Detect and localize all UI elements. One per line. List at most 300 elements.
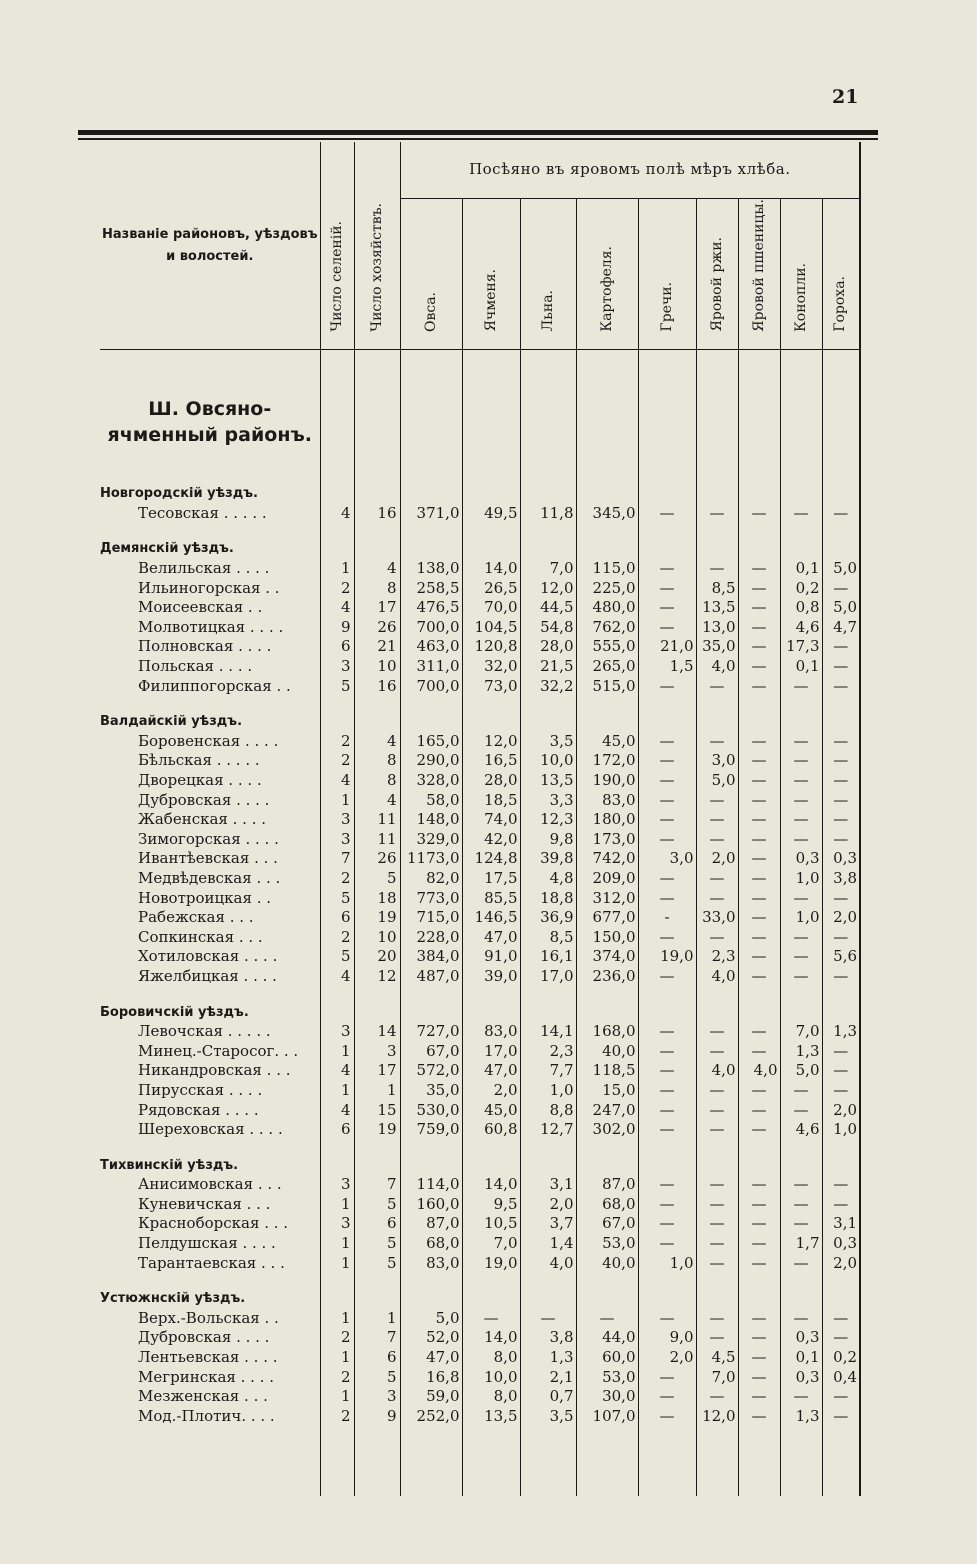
crop-value-cell: — [738,1348,780,1368]
crop-value-cell: 1,0 [638,1254,696,1274]
crop-value-cell: 2,0 [822,1254,860,1274]
crop-value-cell: 1,0 [822,1120,860,1140]
crop-value-cell: — [822,1061,860,1081]
crop-value-cell: — [696,869,738,889]
uezd-header-row [100,478,860,504]
volost-name: Сопкинская . . . [138,927,263,946]
crop-value-cell: — [822,1407,860,1427]
crop-value-cell: 42,0 [462,830,520,850]
crop-value-cell: 47,0 [462,1061,520,1081]
households-cell: 3 [354,1042,400,1062]
crop-value-cell: 742,0 [576,849,638,869]
crop-value-cell: 700,0 [400,618,462,638]
header-crop-hemp: Конопли. [780,199,822,350]
crop-value-cell: 3,1 [520,1175,576,1195]
crop-value-cell: 14,0 [462,559,520,579]
volost-name: Мезженская . . . [138,1387,268,1406]
crop-value-cell: 1173,0 [400,849,462,869]
villages-cell: 1 [320,1081,354,1101]
villages-cell: 3 [320,1214,354,1234]
volost-name: Лентьевская . . . . [138,1348,278,1367]
crop-value-cell: — [780,1387,822,1407]
table-row [100,1328,860,1348]
crop-value-cell: — [738,830,780,850]
volost-name: Анисимовская . . . [138,1175,282,1194]
crop-value-cell: 5,0 [822,598,860,618]
crop-value-cell: — [638,751,696,771]
villages-cell: 9 [320,618,354,638]
crop-value-cell: 87,0 [400,1214,462,1234]
crop-value-cell: — [738,771,780,791]
crop-value-cell: 3,5 [520,1407,576,1427]
households-cell: 5 [354,869,400,889]
crop-value-cell: — [638,1309,696,1329]
crop-value-cell: 68,0 [576,1195,638,1215]
crop-value-cell: 5,6 [822,947,860,967]
crop-value-cell: 0,1 [780,657,822,677]
volost-name: Ильиногорская . . [138,578,280,597]
crop-value-cell: 345,0 [576,504,638,524]
crop-value-cell: — [738,1309,780,1329]
header-crop-barley: Ячменя. [462,199,520,350]
volost-name: Новотроицкая . . [138,888,272,907]
crop-value-cell: 2,0 [520,1195,576,1215]
crop-value-cell: 2,0 [638,1348,696,1368]
group-gap [100,1140,860,1150]
crop-value-cell: 384,0 [400,947,462,967]
crop-value-cell: 49,5 [462,504,520,524]
crop-value-cell: 374,0 [576,947,638,967]
crop-value-cell: 45,0 [462,1101,520,1121]
crop-value-cell: 190,0 [576,771,638,791]
crop-value-cell: — [780,1214,822,1234]
crop-value-cell: 19,0 [638,947,696,967]
crop-value-cell: — [822,751,860,771]
crop-value-cell: 18,8 [520,889,576,909]
crop-value-cell: 572,0 [400,1061,462,1081]
villages-cell: 7 [320,849,354,869]
crop-value-cell: — [638,1175,696,1195]
crop-value-cell: 17,0 [462,1042,520,1062]
crop-value-cell: — [638,810,696,830]
crop-value-cell: 1,3 [780,1407,822,1427]
crop-value-cell: 371,0 [400,504,462,524]
table-row [100,908,860,928]
volost-name: Куневичская . . . [138,1194,271,1213]
crop-value-cell: — [696,1195,738,1215]
volost-name: Зимогорская . . . . [138,829,279,848]
villages-cell: 2 [320,732,354,752]
crop-value-cell: 2,0 [696,849,738,869]
crop-value-cell: — [822,504,860,524]
crop-value-cell: — [780,504,822,524]
crop-value-cell: — [696,810,738,830]
crop-value-cell: 0,1 [780,559,822,579]
crop-value-cell: — [638,1368,696,1388]
volost-name: Рабежская . . . [138,908,254,927]
table-row [100,579,860,599]
uezd-header-row [100,997,860,1023]
households-cell: 26 [354,618,400,638]
crop-value-cell: 1,4 [520,1234,576,1254]
villages-cell: 2 [320,1328,354,1348]
households-cell: 7 [354,1328,400,1348]
crop-value-cell: — [696,732,738,752]
households-cell: 6 [354,1348,400,1368]
crop-value-cell: 5,0 [822,559,860,579]
crop-value-cell: — [822,791,860,811]
crop-value-cell: — [822,1195,860,1215]
crop-value-cell: 0,8 [780,598,822,618]
header-crop-spring-rye: Яровой ржи. [696,199,738,350]
households-cell: 5 [354,1368,400,1388]
crop-value-cell: 0,1 [780,1348,822,1368]
table-row [100,830,860,850]
volost-name: Минец.-Старосог. . . [138,1041,299,1060]
households-cell: 26 [354,849,400,869]
crop-value-cell: — [738,1407,780,1427]
crop-value-cell: 91,0 [462,947,520,967]
crop-value-cell: 33,0 [696,908,738,928]
households-cell: 10 [354,657,400,677]
crop-value-cell: 180,0 [576,810,638,830]
crop-value-cell: 247,0 [576,1101,638,1121]
villages-cell: 2 [320,1368,354,1388]
crop-value-cell: — [638,559,696,579]
crop-value-cell: — [696,928,738,948]
crop-value-cell: 1,3 [822,1022,860,1042]
crop-value-cell: 30,0 [576,1387,638,1407]
bottom-pad [100,1426,860,1496]
volost-name: Шереховская . . . . [138,1120,283,1139]
crop-value-cell: — [822,771,860,791]
households-cell: 4 [354,791,400,811]
table-row [100,559,860,579]
crop-value-cell: 58,0 [400,791,462,811]
crop-value-cell: 53,0 [576,1234,638,1254]
crop-value-cell: 4,0 [738,1061,780,1081]
volost-name: Рядовская . . . . [138,1100,259,1119]
volost-name: Жабенская . . . . [138,810,267,829]
crop-value-cell: — [696,791,738,811]
villages-cell: 1 [320,1042,354,1062]
crop-value-cell: 311,0 [400,657,462,677]
crop-value-cell: 13,0 [696,618,738,638]
uezd-name: Устюжнскій уѣздъ. [100,1291,246,1307]
crop-value-cell: 302,0 [576,1120,638,1140]
crop-value-cell: 1,0 [520,1081,576,1101]
volost-name: Филиппогорская . . [138,676,291,695]
crop-value-cell: 3,8 [520,1328,576,1348]
crop-value-cell: — [738,1387,780,1407]
crop-value-cell: — [638,579,696,599]
crop-value-cell: 47,0 [400,1348,462,1368]
header-crop-buckwheat: Гречи. [638,199,696,350]
crop-value-cell: 762,0 [576,618,638,638]
table-row [100,657,860,677]
table-row [100,928,860,948]
crop-value-cell: 12,7 [520,1120,576,1140]
households-cell: 3 [354,1387,400,1407]
crop-value-cell: — [638,869,696,889]
crop-value-cell: 727,0 [400,1022,462,1042]
crop-value-cell: 60,0 [576,1348,638,1368]
crop-value-cell: 4,5 [696,1348,738,1368]
crop-value-cell: 168,0 [576,1022,638,1042]
crop-value-cell: — [520,1309,576,1329]
header-crop-potato: Картофеля. [576,199,638,350]
crop-value-cell: — [696,1042,738,1062]
volost-name: Боровенская . . . . [138,731,279,750]
crop-value-cell: 3,1 [822,1214,860,1234]
households-cell: 4 [354,559,400,579]
volost-name: Велильская . . . . [138,559,270,578]
crop-value-cell: 52,0 [400,1328,462,1348]
crop-value-cell: — [696,1309,738,1329]
crop-value-cell: 700,0 [400,677,462,697]
table-row [100,677,860,697]
crop-value-cell: 17,5 [462,869,520,889]
crop-value-cell: 14,1 [520,1022,576,1042]
crop-value-cell: — [738,869,780,889]
crop-value-cell: 329,0 [400,830,462,850]
crop-value-cell: 118,5 [576,1061,638,1081]
households-cell: 11 [354,830,400,850]
crop-value-cell: — [780,1309,822,1329]
crop-value-cell: 1,3 [780,1042,822,1062]
households-cell: 9 [354,1407,400,1427]
volost-name: Пирусская . . . . [138,1080,263,1099]
crop-value-cell: — [696,1022,738,1042]
table-row [100,1348,860,1368]
crop-value-cell: — [738,1195,780,1215]
crop-value-cell: 21,5 [520,657,576,677]
crop-value-cell: — [738,1175,780,1195]
crop-value-cell: 290,0 [400,751,462,771]
crop-value-cell: — [780,1081,822,1101]
crop-value-cell: — [638,732,696,752]
crop-value-cell: — [822,637,860,657]
crop-value-cell: — [780,810,822,830]
villages-cell: 3 [320,810,354,830]
crop-value-cell: 13,5 [520,771,576,791]
crop-value-cell: 480,0 [576,598,638,618]
crop-value-cell: 14,0 [462,1175,520,1195]
crop-value-cell: 4,0 [696,657,738,677]
volost-name: Тесовская . . . . . [138,503,267,522]
crop-value-cell: — [638,791,696,811]
volost-name: Мегринская . . . . [138,1367,275,1386]
table-row [100,810,860,830]
households-cell: 11 [354,810,400,830]
crop-value-cell: — [738,657,780,677]
crop-value-cell: 236,0 [576,967,638,987]
crop-value-cell: — [638,830,696,850]
table-body [100,350,860,1497]
crop-value-cell: 2,0 [822,1101,860,1121]
crop-value-cell: 2,1 [520,1368,576,1388]
crop-value-cell: — [780,732,822,752]
households-cell: 15 [354,1101,400,1121]
crop-value-cell: 0,7 [520,1387,576,1407]
crop-value-cell: 8,0 [462,1348,520,1368]
crop-value-cell: — [822,889,860,909]
crop-value-cell: 104,5 [462,618,520,638]
crop-value-cell: — [738,849,780,869]
crop-value-cell: — [638,618,696,638]
crop-value-cell: 39,0 [462,967,520,987]
crop-value-cell: 85,5 [462,889,520,909]
crop-value-cell: — [738,1214,780,1234]
villages-cell: 1 [320,1309,354,1329]
crop-value-cell: 5,0 [780,1061,822,1081]
villages-cell: 4 [320,1061,354,1081]
table-row [100,947,860,967]
uezd-header-row [100,1150,860,1176]
crop-value-cell: 7,0 [696,1368,738,1388]
crop-value-cell: — [696,1214,738,1234]
crop-value-cell: — [738,908,780,928]
households-cell: 19 [354,1120,400,1140]
uezd-name: Демянскій уѣздъ. [100,541,234,557]
volost-name: Хотиловская . . . . [138,947,278,966]
crop-value-cell: — [738,810,780,830]
crop-value-cell: 4,0 [520,1254,576,1274]
crop-value-cell: 258,5 [400,579,462,599]
villages-cell: 4 [320,1101,354,1121]
header-crop-peas: Гороха. [822,199,860,350]
page-number: 21 [832,86,859,108]
crop-value-cell: 11,8 [520,504,576,524]
villages-cell: 1 [320,791,354,811]
volost-name: Дубровская . . . . [138,1328,270,1347]
crop-value-cell: 4,8 [520,869,576,889]
crop-value-cell: 45,0 [576,732,638,752]
table-row [100,1120,860,1140]
volost-name: Моисеевская . . [138,598,263,617]
crop-value-cell: 7,0 [462,1234,520,1254]
crop-value-cell: 773,0 [400,889,462,909]
crop-value-cell: 9,0 [638,1328,696,1348]
crop-value-cell: 555,0 [576,637,638,657]
crop-value-cell: — [696,1081,738,1101]
crop-value-cell: 54,8 [520,618,576,638]
crop-value-cell: 36,9 [520,908,576,928]
crop-value-cell: — [738,618,780,638]
crop-value-cell: 13,5 [462,1407,520,1427]
crop-value-cell: 12,0 [696,1407,738,1427]
villages-cell: 3 [320,657,354,677]
crop-value-cell: — [638,771,696,791]
crop-value-cell: — [638,1061,696,1081]
crop-value-cell: — [696,830,738,850]
table-row [100,1407,860,1427]
households-cell: 16 [354,504,400,524]
crop-value-cell: — [780,889,822,909]
group-gap [100,696,860,706]
households-cell: 17 [354,598,400,618]
table-row [100,1309,860,1329]
volost-name: Полновская . . . . [138,637,272,656]
table-row [100,771,860,791]
header-crop-flax: Льна. [520,199,576,350]
crop-value-cell: 83,0 [576,791,638,811]
villages-cell: 6 [320,908,354,928]
crop-value-cell: 312,0 [576,889,638,909]
crop-value-cell: 4,6 [780,618,822,638]
crop-value-cell: — [738,928,780,948]
table-row [100,1368,860,1388]
crop-value-cell: 12,0 [520,579,576,599]
crop-value-cell: 165,0 [400,732,462,752]
volost-name: Левочская . . . . . [138,1022,271,1041]
crop-value-cell: 0,3 [822,1234,860,1254]
crop-value-cell: 73,0 [462,677,520,697]
crop-value-cell: — [822,1175,860,1195]
crop-value-cell: 35,0 [400,1081,462,1101]
volost-name: Никандровская . . . [138,1061,291,1080]
crop-value-cell: 160,0 [400,1195,462,1215]
crop-value-cell: 83,0 [400,1254,462,1274]
crop-value-cell: 87,0 [576,1175,638,1195]
crop-value-cell: — [696,889,738,909]
crop-value-cell: 16,1 [520,947,576,967]
crop-value-cell: 114,0 [400,1175,462,1195]
crop-value-cell: 32,2 [520,677,576,697]
table-row [100,1081,860,1101]
table-row [100,1214,860,1234]
crop-value-cell: 0,4 [822,1368,860,1388]
crop-value-cell: — [780,751,822,771]
crop-value-cell: — [738,732,780,752]
crop-value-cell: 44,0 [576,1328,638,1348]
households-cell: 12 [354,967,400,987]
villages-cell: 4 [320,967,354,987]
crop-value-cell: 60,8 [462,1120,520,1140]
villages-cell: 4 [320,598,354,618]
crop-value-cell: 53,0 [576,1368,638,1388]
crop-value-cell: 3,0 [638,849,696,869]
crop-value-cell: 67,0 [576,1214,638,1234]
crop-value-cell: 9,5 [462,1195,520,1215]
households-cell: 20 [354,947,400,967]
crop-value-cell: — [822,1387,860,1407]
crop-value-cell: 2,0 [462,1081,520,1101]
households-cell: 7 [354,1175,400,1195]
crop-value-cell: — [696,1234,738,1254]
volost-name: Бѣльская . . . . . [138,751,260,770]
crop-value-cell: 2,0 [822,908,860,928]
villages-cell: 1 [320,1387,354,1407]
households-cell: 5 [354,1195,400,1215]
crop-value-cell: — [738,791,780,811]
table-row [100,1042,860,1062]
table-row [100,504,860,524]
households-cell: 8 [354,751,400,771]
crop-value-cell: 10,0 [520,751,576,771]
crop-value-cell: 3,8 [822,869,860,889]
crop-value-cell: 252,0 [400,1407,462,1427]
crop-value-cell: 8,0 [462,1387,520,1407]
crop-value-cell: 19,0 [462,1254,520,1274]
villages-cell: 4 [320,504,354,524]
crop-value-cell: — [738,947,780,967]
villages-cell: 2 [320,751,354,771]
crop-value-cell: 515,0 [576,677,638,697]
crop-value-cell: — [822,732,860,752]
villages-cell: 1 [320,1234,354,1254]
crop-value-cell: — [638,967,696,987]
